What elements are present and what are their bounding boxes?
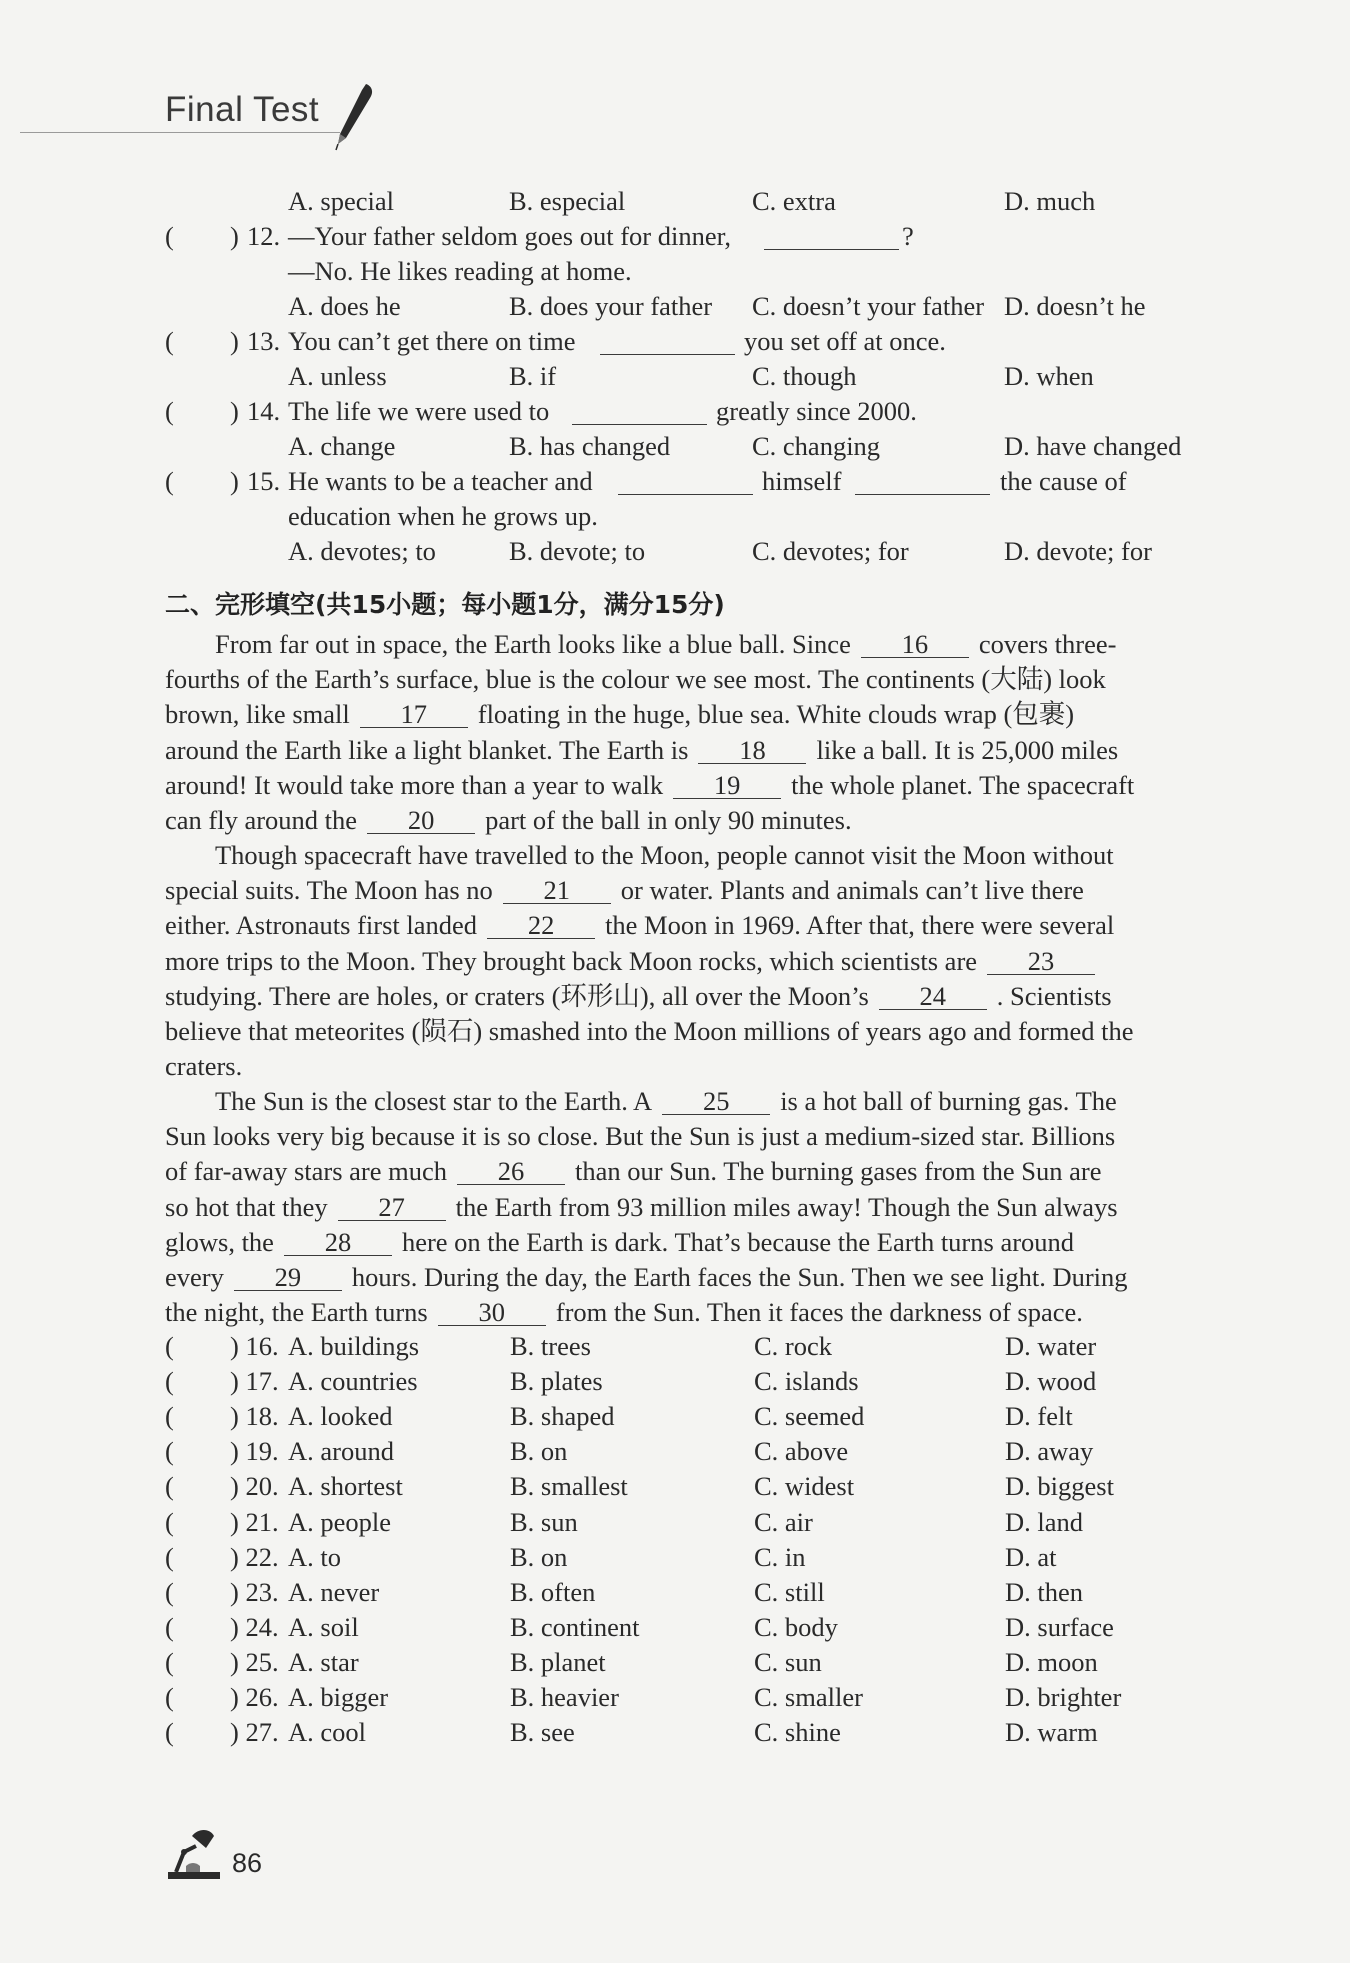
passage-line — [165, 627, 1205, 662]
option-a[interactable]: A. cool — [288, 1717, 367, 1748]
option-d[interactable]: D. have changed — [1004, 431, 1182, 461]
lamp-icon — [166, 1822, 226, 1882]
passage-text: brown, like small — [165, 699, 350, 730]
option-c[interactable]: C. seemed — [754, 1401, 865, 1432]
option-c[interactable]: C. shine — [754, 1717, 841, 1748]
answer-paren[interactable]: ( — [165, 221, 174, 251]
option-d[interactable]: D. felt — [1005, 1401, 1073, 1432]
cloze-blank[interactable]: 24 — [879, 983, 987, 1010]
question-text: —Your father seldom goes out for dinner, — [288, 221, 731, 251]
question-number: 13. — [247, 326, 281, 356]
option-b[interactable]: B. planet — [510, 1646, 606, 1677]
passage-text: or water. Plants and animals can’t live there — [620, 875, 1084, 906]
answer-paren[interactable]: ( — [165, 1541, 174, 1572]
option-c[interactable]: C. air — [754, 1506, 813, 1537]
passage-line — [165, 944, 1205, 979]
option-d[interactable]: D. brighter — [1005, 1682, 1122, 1712]
passage-text: The Sun is the closest star to the Earth. A — [215, 1086, 653, 1116]
answer-blank[interactable] — [572, 398, 707, 425]
option-c[interactable]: C. rock — [754, 1331, 833, 1361]
option-b[interactable]: B. shaped — [510, 1401, 615, 1432]
option-a[interactable]: A. unless — [288, 361, 387, 391]
passage-text: hours. During the day, the Earth faces the Sun. Then we see light. During — [351, 1262, 1128, 1293]
passage-text: so hot that they — [165, 1191, 328, 1222]
passage-text: floating in the huge, blue sea. White clouds wrap (包裹) — [477, 699, 1075, 730]
option-a[interactable]: A. buildings — [288, 1331, 420, 1361]
question-number: 15. — [247, 466, 281, 496]
option-b[interactable]: B. if — [509, 361, 557, 391]
workbook-page: Final Test A. special B. especial C. extra D. much ( ) 12. —Your father seldom goes out for dinner, ? —No. He likes reading at home. A. does he B. does your father C. doesn’t your father D. doesn’t he ( ) 13. You can’t get there on time you set off at once. A. unless B. if C. though D. when ( ) 14. The life we were used to greatly since 2000. A. change B. has changed C. changing D. have changed ( ) 15. He wants to be a teacher and himself the cause of education when he grows up. A. devotes; to B. devote; to C. devotes; for D. devote; for 二、完形填空(共15小题；每小题1分，满分15分) From far out in space, the Earth looks like a blue ball. Since 16 covers three- fourths of the Earth’s surface, blue is the colour we see most. The continents (大陆) look brown, like small 17 floating in the huge, blue sea. White clouds wrap (包裹) around the Earth like a light blanket. The Earth is 18 like a ball. It is 25,000 miles around! It would take more than a year to walk 19 the whole planet. The spacecraft can fly around the 20 part of the ball in only 90 minutes. Though spacecraft have travelled to the Moon, people cannot visit the Moon without special suits. The Moon has no 21 or water. Plants and animals can’t live there either. Astronauts first landed 22 the Moon in 1969. After that, there were several more trips to the Moon. They brought back Moon rocks, which scientists are 23 studying. There are holes, or craters (环形山), all over the Moon’s 24 . Scientists believe that meteorites (陨石) smashed into the Moon millions of years ago and formed the craters. The Sun is the closest star to the Earth. A 25 is a hot ball of burning gas. The Sun looks very big because it is so close. But the Sun is just a medium-sized star. Billions of far-away stars are much 26 than our Sun. The burning gases from the Sun are so hot that they 27 the Earth from 93 million miles away! Though the Sun always glows, the 28 here on the Earth is dark. That’s because the Earth turns around every 29 hours. During the day, the Earth faces the Sun. Then we see light. During the night, the Earth turns 30 from the Sun. Then it faces the darkness of space. ( ) 16. A. buildings B. trees C. rock D. water ( ) 17. A. countries B. plates C. islands D. wood ( ) 18. A. looked B. shaped C. seemed D. felt ( ) 19. A. around B. on C. above D. away ( ) 20. A. shortest B. smallest C. widest D. biggest ( ) 21. A. people B. sun C. air D. land ( ) 22. A. to B. on C. in D. at ( ) 23. A. never B. often C. still D. then ( ) 24. A. soil B. continent C. body D. surface ( ) 25. A. star B. planet C. sun D. moon ( ) 26. A. bigger B. heavier C. smaller D. brighter ( ) 27. A. cool B. see C. shine D. warm 86 — [0, 0, 1350, 1963]
passage-text: than our Sun. The burning gases from the Sun are — [575, 1156, 1102, 1187]
option-b[interactable]: B. sun — [510, 1506, 578, 1537]
answer-paren[interactable]: ( — [165, 1576, 174, 1607]
option-a[interactable]: A. change — [288, 431, 396, 461]
option-a[interactable]: A. does he — [288, 291, 401, 321]
passage-text: fourths of the Earth’s surface, blue is the colour we see most. The continents (大陆) look — [165, 664, 1106, 695]
passage-text: part of the ball in only 90 minutes. — [485, 805, 852, 836]
answer-paren[interactable]: ( — [165, 1611, 174, 1642]
passage-text: can fly around the — [165, 805, 358, 836]
page-header-title: Final Test — [165, 90, 320, 129]
option-d[interactable]: D. warm — [1005, 1717, 1098, 1748]
option-a[interactable]: A. countries — [288, 1366, 418, 1397]
question-text: —No. He likes reading at home. — [288, 256, 632, 286]
header-rule — [20, 132, 340, 133]
cloze-blank[interactable]: 28 — [284, 1229, 392, 1256]
option-b[interactable]: B. has changed — [509, 431, 671, 461]
answer-paren[interactable]: ( — [165, 1471, 174, 1502]
passage-line — [165, 697, 1205, 732]
passage-line — [165, 1225, 1205, 1260]
passage-line — [165, 803, 1205, 838]
passage-text: studying. There are holes, or craters (环形山), all over the Moon’s — [165, 980, 869, 1011]
passage-text: every — [165, 1262, 224, 1293]
passage-text: here on the Earth is dark. That’s because the Earth turns around — [401, 1226, 1075, 1257]
passage-text: craters. — [165, 1051, 243, 1082]
option-c[interactable]: C. above — [754, 1436, 849, 1467]
answer-blank[interactable] — [764, 223, 899, 250]
passage-text: special suits. The Moon has no — [165, 875, 493, 906]
passage-text: glows, the — [165, 1226, 274, 1257]
cloze-blank[interactable]: 16 — [861, 631, 969, 658]
option-c[interactable]: C. still — [754, 1576, 825, 1607]
question-number: ) 24. — [230, 1611, 279, 1642]
question-number: ) 21. — [230, 1506, 279, 1537]
option-b[interactable]: B. does your father — [509, 291, 713, 321]
answer-paren[interactable]: ( — [165, 396, 174, 426]
answer-paren[interactable]: ( — [165, 1436, 174, 1467]
cloze-blank[interactable]: 29 — [234, 1264, 342, 1291]
question-number: ) 22. — [230, 1541, 279, 1572]
passage-line — [165, 1119, 1205, 1154]
question-number: 14. — [247, 396, 281, 426]
passage-line — [165, 768, 1205, 803]
option-d[interactable]: D. moon — [1005, 1646, 1098, 1677]
passage-text: Though spacecraft have travelled to the Moon, people cannot visit the Moon without — [215, 840, 1114, 870]
answer-paren[interactable]: ( — [165, 1366, 174, 1397]
option-a[interactable]: A. around — [288, 1436, 394, 1467]
question-text: The life we were used to — [288, 396, 550, 426]
option-b[interactable]: B. especial — [509, 186, 626, 216]
answer-paren[interactable]: ( — [165, 1331, 174, 1361]
passage-text: around the Earth like a light blanket. The Earth is — [165, 734, 689, 765]
answer-paren[interactable]: ( — [165, 466, 174, 496]
passage-text: . Scientists — [996, 980, 1112, 1011]
answer-paren[interactable]: ( — [165, 1506, 174, 1537]
option-c[interactable]: C. extra — [752, 186, 836, 216]
answer-paren[interactable]: ( — [165, 1401, 174, 1432]
option-c[interactable]: C. in — [754, 1541, 806, 1572]
option-b[interactable]: B. trees — [510, 1331, 591, 1361]
answer-paren[interactable]: ( — [165, 1717, 174, 1748]
passage-line — [165, 1295, 1205, 1330]
option-a[interactable]: A. devotes; to — [288, 536, 436, 566]
option-a[interactable]: A. special — [288, 186, 394, 216]
cloze-blank[interactable]: 18 — [698, 737, 806, 764]
cloze-blank[interactable]: 17 — [360, 701, 468, 728]
passage-line — [165, 662, 1205, 697]
option-d[interactable]: D. when — [1004, 361, 1094, 391]
passage-line — [165, 1154, 1205, 1189]
passage-paragraph-2 — [165, 838, 1205, 1084]
passage-text: the whole planet. The spacecraft — [791, 769, 1135, 800]
passage-line — [165, 1190, 1205, 1225]
option-b[interactable]: B. devote; to — [509, 536, 646, 566]
passage-text: more trips to the Moon. They brought back Moon rocks, which scientists are — [165, 945, 978, 976]
passage-line — [165, 908, 1205, 943]
question-text: education when he grows up. — [288, 501, 598, 531]
question-number: ) 23. — [230, 1576, 279, 1607]
passage-text: is a hot ball of burning gas. The — [780, 1086, 1117, 1116]
option-a[interactable]: A. looked — [288, 1401, 393, 1432]
option-d[interactable]: D. surface — [1005, 1611, 1114, 1642]
passage-line — [165, 873, 1205, 908]
option-a[interactable]: A. star — [288, 1646, 359, 1677]
question-number: ) 16. — [230, 1331, 279, 1361]
option-d[interactable]: D. away — [1005, 1436, 1094, 1467]
passage-text: either. Astronauts first landed — [165, 910, 478, 941]
page-number: 86 — [232, 1848, 263, 1878]
cloze-blank[interactable]: 27 — [338, 1194, 446, 1221]
passage-line — [165, 1084, 1205, 1119]
option-b[interactable]: B. on — [510, 1541, 568, 1572]
cloze-blank[interactable]: 25 — [662, 1088, 770, 1115]
question-number: ) 25. — [230, 1646, 279, 1677]
cloze-blank[interactable]: 23 — [987, 948, 1095, 975]
passage-line — [165, 1260, 1205, 1295]
option-d[interactable]: D. water — [1005, 1331, 1097, 1361]
passage-line — [165, 1049, 1205, 1084]
question-text: You can’t get there on time — [288, 326, 576, 356]
option-c[interactable]: C. sun — [754, 1646, 822, 1677]
option-a[interactable]: A. shortest — [288, 1471, 403, 1502]
option-d[interactable]: D. at — [1005, 1541, 1057, 1572]
option-c[interactable]: C. though — [752, 361, 857, 391]
option-a[interactable]: A. to — [288, 1541, 341, 1572]
option-a[interactable]: A. never — [288, 1576, 380, 1607]
question-number: ) 17. — [230, 1366, 279, 1397]
answer-paren[interactable]: ( — [165, 1682, 174, 1712]
passage-line — [165, 1014, 1205, 1049]
answer-blank[interactable] — [618, 468, 753, 495]
passage-line — [165, 838, 1205, 873]
question-number: ) 27. — [230, 1717, 279, 1748]
question-number: 12. — [247, 221, 281, 251]
option-b[interactable]: B. often — [510, 1576, 596, 1607]
option-c[interactable]: C. devotes; for — [752, 536, 909, 566]
passage-text: From far out in space, the Earth looks like a blue ball. Since — [215, 629, 851, 659]
passage-text: believe that meteorites (陨石) smashed into the Moon millions of years ago and formed the — [165, 1016, 1134, 1047]
passage-text: covers three- — [978, 629, 1117, 659]
option-d[interactable]: D. land — [1005, 1506, 1084, 1537]
question-number: ) 18. — [230, 1401, 279, 1432]
passage-paragraph-1 — [165, 627, 1205, 838]
option-b[interactable]: B. see — [510, 1717, 575, 1748]
cloze-blank[interactable]: 21 — [503, 877, 611, 904]
passage-text: the Moon in 1969. After that, there were several — [605, 910, 1115, 941]
passage-line — [165, 979, 1205, 1014]
question-number: ) 26. — [230, 1682, 279, 1712]
question-number: ) 20. — [230, 1471, 279, 1502]
option-c[interactable]: C. doesn’t your father — [752, 291, 985, 321]
option-d[interactable]: D. biggest — [1005, 1471, 1114, 1502]
section-heading: 二、完形填空(共15小题；每小题1分，满分15分) — [165, 590, 725, 619]
option-d[interactable]: D. wood — [1005, 1366, 1097, 1397]
passage-text: like a ball. It is 25,000 miles — [816, 734, 1119, 765]
option-d[interactable]: D. then — [1005, 1576, 1084, 1607]
answer-blank[interactable] — [855, 468, 990, 495]
cloze-blank[interactable]: 22 — [487, 912, 595, 939]
option-a[interactable]: A. soil — [288, 1611, 359, 1642]
option-b[interactable]: B. smallest — [510, 1471, 628, 1502]
cloze-blank[interactable]: 26 — [457, 1158, 565, 1185]
passage-text: of far-away stars are much — [165, 1156, 447, 1187]
passage-text: Sun looks very big because it is so close. But the Sun is just a medium-sized star. Billions — [165, 1121, 1116, 1152]
option-c[interactable]: C. changing — [752, 431, 881, 461]
passage-text: the night, the Earth turns — [165, 1297, 428, 1328]
option-b[interactable]: B. plates — [510, 1366, 603, 1397]
cloze-blank[interactable]: 30 — [438, 1299, 546, 1326]
passage-text: from the Sun. Then it faces the darkness of space. — [555, 1297, 1083, 1328]
question-text: He wants to be a teacher and — [288, 466, 593, 496]
option-a[interactable]: A. people — [288, 1506, 392, 1537]
option-c[interactable]: C. islands — [754, 1366, 859, 1397]
option-c[interactable]: C. smaller — [754, 1682, 863, 1712]
question-number: ) 19. — [230, 1436, 279, 1467]
option-d[interactable]: D. doesn’t he — [1004, 291, 1146, 321]
option-c[interactable]: C. body — [754, 1611, 838, 1642]
passage-text: around! It would take more than a year to walk — [165, 769, 664, 800]
pen-icon — [332, 82, 376, 152]
option-a[interactable]: A. bigger — [288, 1682, 389, 1712]
option-d[interactable]: D. devote; for — [1004, 536, 1152, 566]
option-c[interactable]: C. widest — [754, 1471, 855, 1502]
passage-text: the Earth from 93 million miles away! Though the Sun always — [455, 1191, 1118, 1222]
option-d[interactable]: D. much — [1004, 186, 1096, 216]
cloze-blank[interactable]: 19 — [673, 772, 781, 799]
answer-paren[interactable]: ( — [165, 1646, 174, 1677]
answer-blank[interactable] — [600, 328, 735, 355]
passage-line — [165, 733, 1205, 768]
answer-paren[interactable]: ( — [165, 326, 174, 356]
passage-paragraph-3 — [165, 1084, 1205, 1330]
option-b[interactable]: B. continent — [510, 1611, 640, 1642]
option-b[interactable]: B. heavier — [510, 1682, 619, 1712]
cloze-blank[interactable]: 20 — [367, 807, 475, 834]
option-b[interactable]: B. on — [510, 1436, 568, 1467]
